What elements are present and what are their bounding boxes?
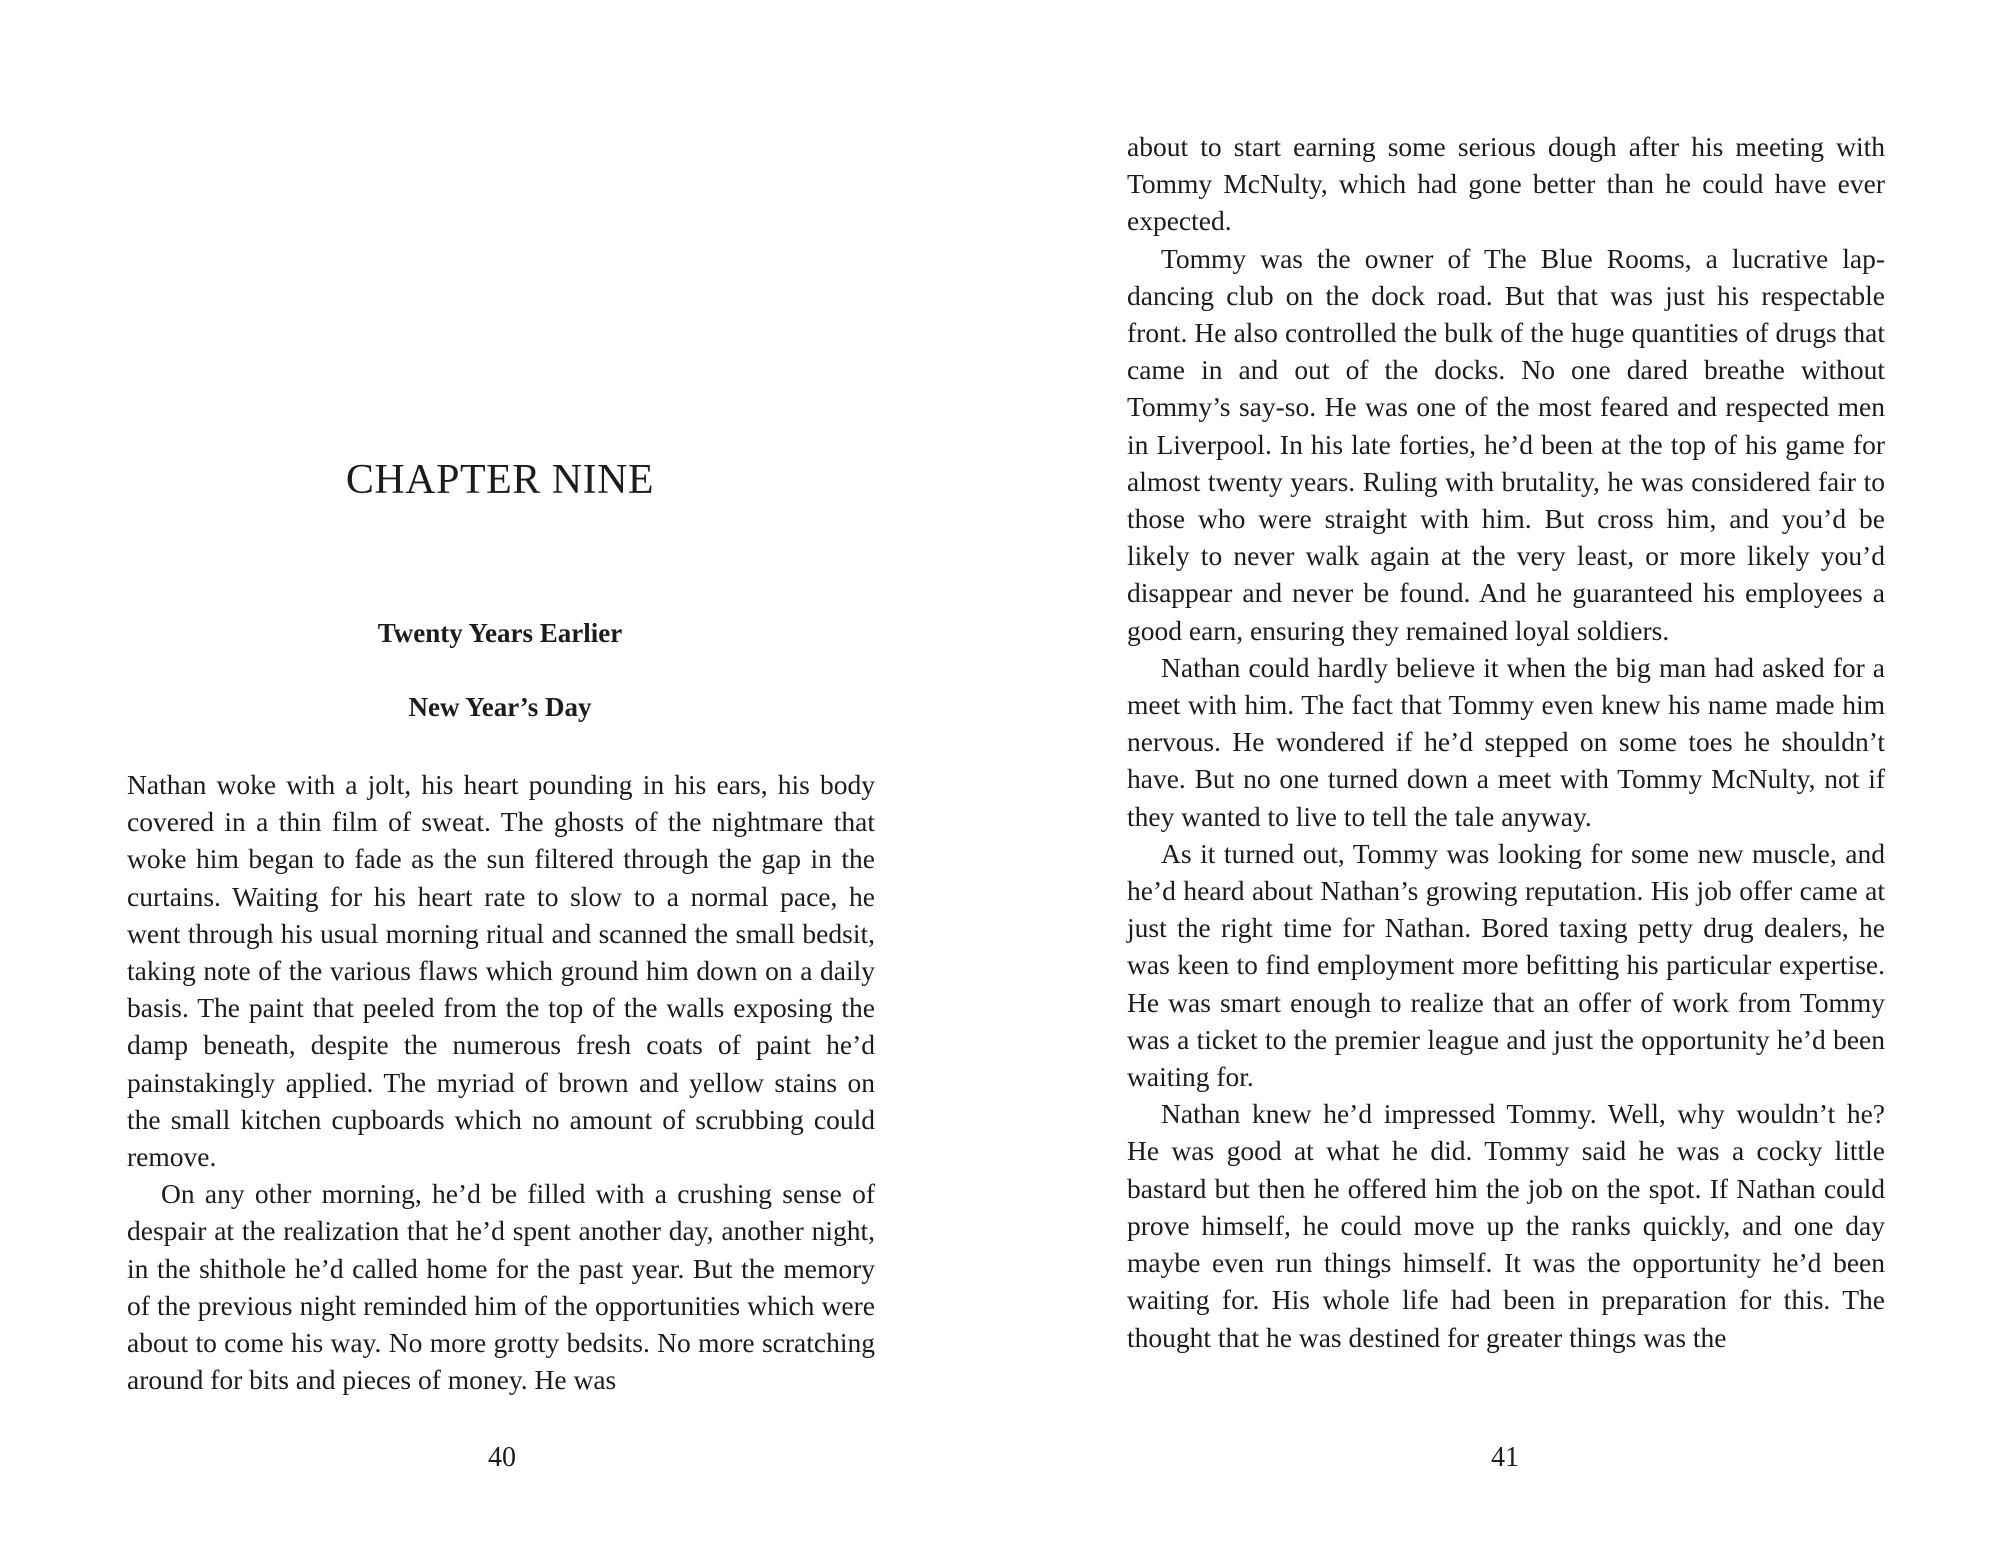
right-page bbox=[1000, 0, 2000, 1542]
right-body-text bbox=[1127, 128, 1885, 1356]
chapter-title: CHAPTER NINE bbox=[345, 457, 655, 503]
page-number-left: 40 bbox=[488, 1442, 516, 1473]
paragraph: about to start earning some serious dough after his meeting with Tommy McNulty, which had gone better than he could have ever expected. bbox=[1127, 131, 1885, 237]
page-number-right: 41 bbox=[1491, 1442, 1519, 1473]
left-body-text bbox=[127, 766, 875, 1398]
paragraph: As it turned out, Tommy was looking for some new muscle, and he’d heard about Nathan’s growing reputation. His job offer came at just the right time for Nathan. Bored taxing petty drug dealers, he was keen to find employment more befitting his particular expertise. He was smart enough to realize that an offer of work from Tommy was a ticket to the premier league and just the opportunity he’d been waiting for. bbox=[1127, 837, 1885, 1093]
paragraph: Nathan knew he’d impressed Tommy. Well, why wouldn’t he? He was good at what he did. Tommy said he was a cocky little bastard but then he offered him the job on the spot. If Nathan could prove himself, he could move up the ranks quickly, and one day maybe even run things himself. It was the opportunity he’d been waiting for. His whole life had been in preparation for this. The thought that he was destined for greater things was the bbox=[1127, 1098, 1885, 1353]
section-subheading-date: New Year’s Day bbox=[408, 692, 592, 722]
paragraph: Nathan could hardly believe it when the big man had asked for a meet with him. The fact that Tommy even knew his name made him nervous. He wondered if he’d stepped on some toes he shouldn’t have. But no one turned down a meet with Tommy McNulty, not if they wanted to live to tell the tale anyway. bbox=[1127, 651, 1885, 832]
paragraph: Tommy was the owner of The Blue Rooms, a lucrative lapdancing club on the dock road. But that was just his respectable front. He also controlled the bulk of the huge quantities of drugs that came in and out of the docks. No one dared breathe without Tommy’s say-so. He was one of the most feared and respected men in Liverpool. In his late forties, he’d been at the top of his game for almost twenty years. Ruling with brutality, he was considered fair to those who were straight with him. But cross him, and you’d be likely to never walk again at the very least, or more likely you’d disappear and never be found. And he guaranteed his employees a good earn, ensuring they remained loyal soldiers. bbox=[1127, 242, 1885, 646]
paragraph: Nathan woke with a jolt, his heart pounding in his ears, his body covered in a thin film of sweat. The ghosts of the nightmare that woke him began to fade as the sun filtered through the gap in the curtains. Waiting for his heart rate to slow to a normal pace, he went through his usual morning ritual and scanned the small bedsit, taking note of the various flaws which ground him down on a daily basis. The paint that peeled from the top of the walls exposing the damp beneath, despite the numerous fresh coats of paint he’d painstakingly applied. The myriad of brown and yellow stains on the small kitchen cupboards which no amount of scrubbing could remove. bbox=[127, 769, 875, 1173]
paragraph: On any other morning, he’d be filled with a crushing sense of despair at the realization that he’d spent another day, another night, in the shithole he’d called home for the past year. But the memory of the previous night reminded him of the opportunities which were about to come his way. No more grotty bedsits. No more scratching around for bits and pieces of money. He was bbox=[127, 1178, 875, 1396]
section-subheading-time: Twenty Years Earlier bbox=[377, 618, 623, 648]
